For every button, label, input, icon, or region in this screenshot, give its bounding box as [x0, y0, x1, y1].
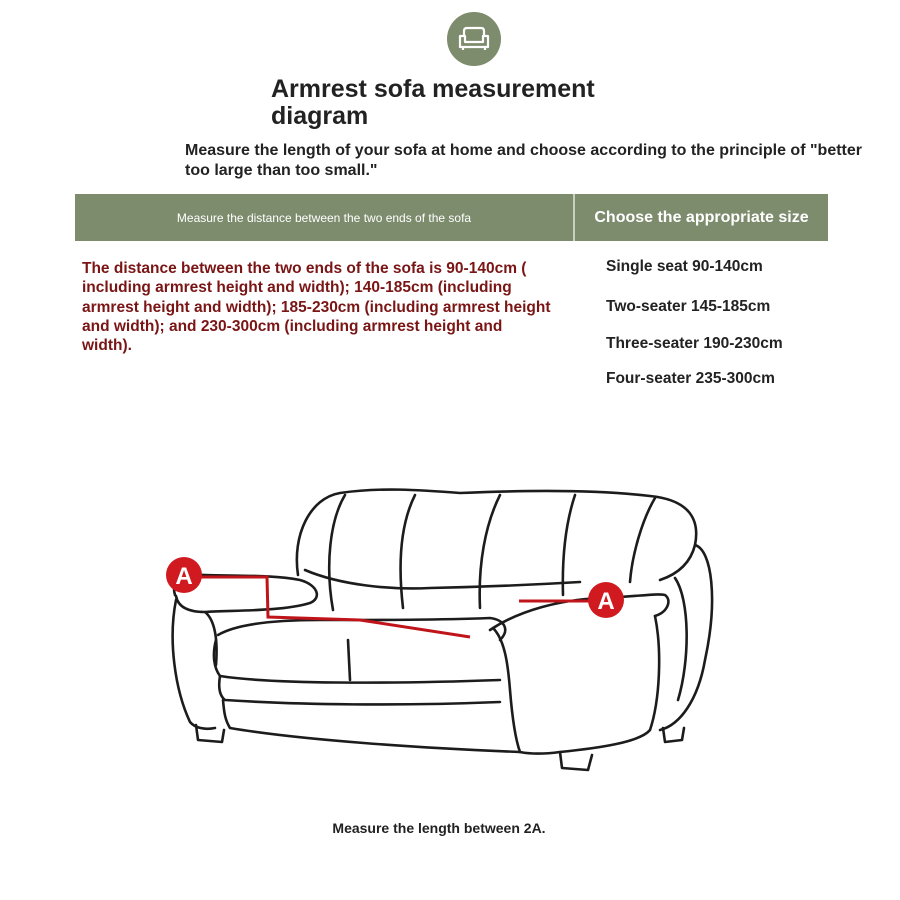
header-measure-distance: Measure the distance between the two ends of the sofa: [75, 194, 575, 241]
intro-text: Measure the length of your sofa at home and choose according to the principle of "better too large than too small.": [185, 142, 863, 179]
distance-description: The distance between the two ends of the sofa is 90-140cm ( including armrest height and width); 140-185cm (including armrest height and width); 185-230cm (including armrest height and width); and 230-300cm (including armrest height and width).: [82, 260, 551, 355]
header-choose-size: Choose the appropriate size: [594, 208, 809, 226]
marker-a-left: [166, 557, 202, 593]
sofa-diagram: [150, 470, 730, 780]
size-three-seater: Three-seater 190-230cm: [606, 335, 783, 352]
size-four-seater: Four-seater 235-300cm: [606, 370, 775, 387]
size-two-seater: Two-seater 145-185cm: [606, 298, 771, 315]
sofa-badge: [447, 12, 501, 66]
size-single-seat: Single seat 90-140cm: [606, 258, 763, 275]
sofa-icon: [457, 26, 491, 52]
marker-a-right: [588, 582, 624, 618]
diagram-caption: Measure the length between 2A.: [332, 820, 546, 836]
svg-text:A: A: [597, 588, 615, 615]
page-title: Armrest sofa measurement diagram: [271, 75, 595, 130]
table-header: [75, 194, 828, 241]
svg-text:A: A: [175, 563, 193, 590]
